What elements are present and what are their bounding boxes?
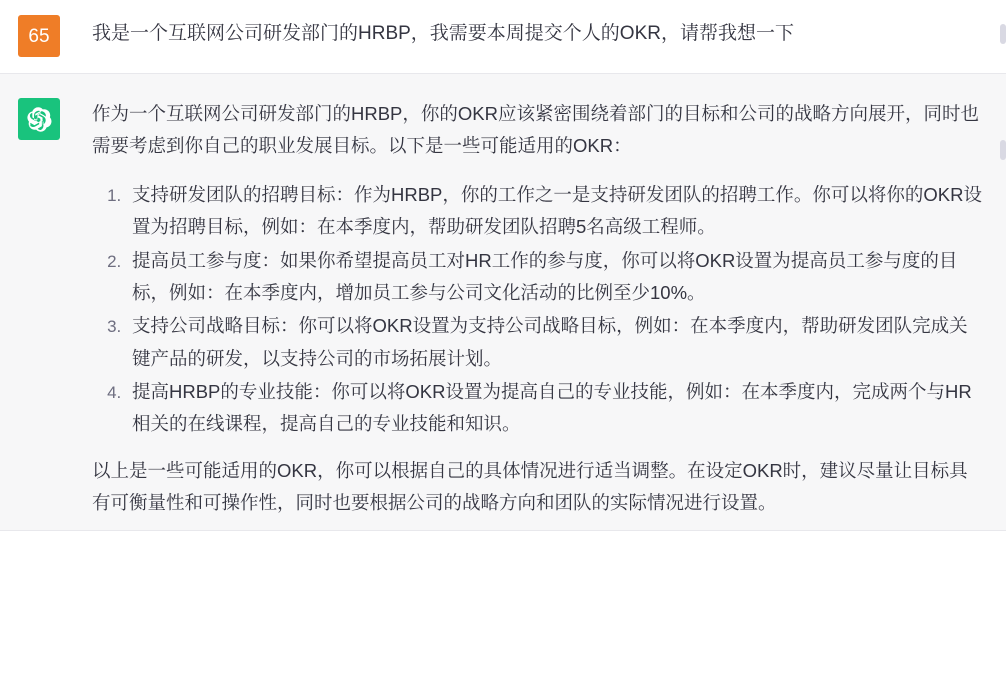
user-message-content <box>92 15 982 49</box>
message-action-edge[interactable] <box>1000 24 1006 44</box>
list-item: 3. 支持公司战略目标：你可以将OKR设置为支持公司战略目标，例如：在本季度内，帮助研发团队完成关键产品的研发，以支持公司的市场拓展计划。 <box>126 310 982 375</box>
assistant-message-content <box>92 98 982 520</box>
user-message-text: 我是一个互联网公司研发部门的HRBP，我需要本周提交个人的OKR，请帮我想一下 <box>92 23 794 44</box>
assistant-outro-paragraph: 以上是一些可能适用的OKR，你可以根据自己的具体情况进行适当调整。在设定OKR时，建议尽量让目标具有可衡量性和可操作性，同时也要根据公司的战略方向和团队的实际情况进行设置。 <box>92 459 968 514</box>
openai-logo-icon <box>27 107 52 132</box>
message-action-edge[interactable] <box>1000 140 1006 160</box>
list-item: 4. 提高HRBP的专业技能：你可以将OKR设置为提高自己的专业技能，例如：在本季度内，完成两个与HR相关的在线课程，提高自己的专业技能和知识。 <box>126 376 982 441</box>
user-message <box>0 0 1006 74</box>
avatar-assistant <box>18 98 60 140</box>
avatar-user: 65 <box>18 15 60 57</box>
list-item: 2. 提高员工参与度：如果你希望提高员工对HR工作的参与度，你可以将OKR设置为提高员工参与度的目标，例如：在本季度内，增加员工参与公司文化活动的比例至少10%。 <box>126 245 982 310</box>
list-item: 1. 支持研发团队的招聘目标：作为HRBP，你的工作之一是支持研发团队的招聘工作。你可以将你的OKR设置为招聘目标，例如：在本季度内，帮助研发团队招聘5名高级工程师。 <box>126 179 982 244</box>
okr-suggestion-list <box>92 179 982 441</box>
assistant-message <box>0 74 1006 531</box>
assistant-intro-paragraph: 作为一个互联网公司研发部门的HRBP，你的OKR应该紧密围绕着部门的目标和公司的战略方向展开，同时也需要考虑到你自己的职业发展目标。以下是一些可能适用的OKR： <box>92 103 979 157</box>
